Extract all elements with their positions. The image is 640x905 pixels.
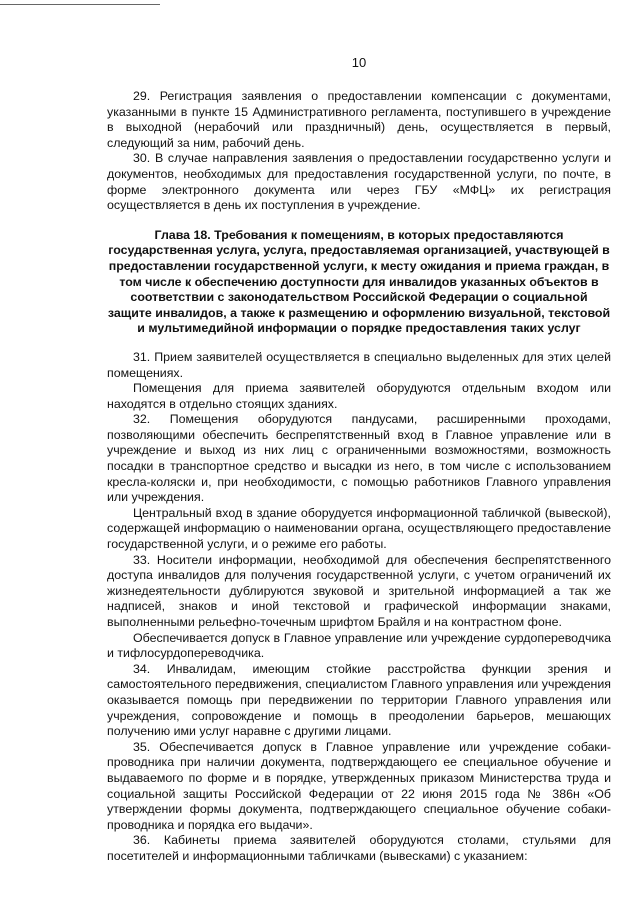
chapter-18-heading: Глава 18. Требования к помещениям, в которых предоставляются государственная услуга, услуга, предоставляемая организацией, участвующей в предоставлении государственной услуги, к месту ожидания и приема граждан, в том числе к обеспечению доступности для инвалидов указанных объектов в соответствии с законодательством Российской Федерации о социальной защите инвалидов, а также к размещению и оформлению визуальной, текстовой и мультимедийной информации о порядке предоставления таких услуг — [107, 227, 611, 336]
document-page — [107, 55, 611, 865]
paragraph-36: 36. Кабинеты приема заявителей оборудуются столами, стульями для посетителей и информационными табличками (вывесками) с указанием: — [107, 833, 611, 863]
paragraph-30: 30. В случае направления заявления о предоставлении государственно услуги и документов, необходимых для предоставления государственной услуги, по почте, в форме электронного документа или через ГБУ «МФЦ» их регистрация осуществляется в день их поступления в учреждение. — [107, 151, 611, 213]
paragraph-31-continued: Помещения для приема заявителей оборудуются отдельным входом или находятся в отдельно стоящих зданиях. — [107, 381, 611, 411]
paragraph-32: 32. Помещения оборудуются пандусами, расширенными проходами, позволяющими обеспечить беспрепятственный вход в Главное управление или в учреждение и выход из них лиц с ограниченными возможностями, возможность посадки в транспортное средство и высадки из него, в том числе с использованием кресла-коляски и, при необходимости, с помощью работников Главного управления или учреждения. — [107, 412, 611, 505]
page-number: 10 — [351, 55, 367, 70]
paragraph-33: 33. Носители информации, необходимой для обеспечения беспрепятственного доступа инвалидов для получения государственной услуги, с учетом ограничений их жизнедеятельности дублируются звуковой и зрительной информацией а так же надписей, знаков и иной текстовой и графической информации знаками, выполненными рельефно-точечным шрифтом Брайля и на контрастном фоне. — [107, 552, 611, 629]
paragraph-35: 35. Обеспечивается допуск в Главное управление или учреждение собаки-проводника при наличии документа, подтверждающего ее специальное обучение и выдаваемого по форме и в порядке, утвержденных приказом Министерства труда и социальной защиты Российской Федерации от 22 июня 2015 года № 386н «Об утверждении формы документа, подтверждающего специальное обучение собаки-проводника и порядка его выдачи». — [107, 739, 611, 832]
scan-edge-line — [0, 4, 160, 5]
paragraph-29: 29. Регистрация заявления о предоставлении компенсации с документами, указанными в пункте 15 Административного регламента, поступившего в учреждение в выходной (нерабочий или праздничный) день, осуществляется в первый, следующий за ним, рабочий день. — [107, 89, 611, 150]
paragraph-33-continued: Обеспечивается допуск в Главное управление или учреждение сурдопереводчика и тифлосурдопереводчика. — [107, 630, 611, 661]
paragraph-34: 34. Инвалидам, имеющим стойкие расстройства функции зрения и самостоятельного передвижения, специалистом Главного управления или учреждения оказывается помощь при передвижении по территории Главного управления или учреждения, сопровождение и помощь в преодолении барьеров, мешающих получению ими услуг наравне с другими лицами. — [107, 661, 611, 739]
paragraph-32-continued: Центральный вход в здание оборудуется информационной табличкой (вывеской), содержащей информацию о наименовании органа, осуществляющего предоставление государственной услуги, и о режиме его работы. — [107, 505, 611, 552]
paragraph-31: 31. Прием заявителей осуществляется в специально выделенных для этих целей помещениях. — [107, 349, 611, 380]
